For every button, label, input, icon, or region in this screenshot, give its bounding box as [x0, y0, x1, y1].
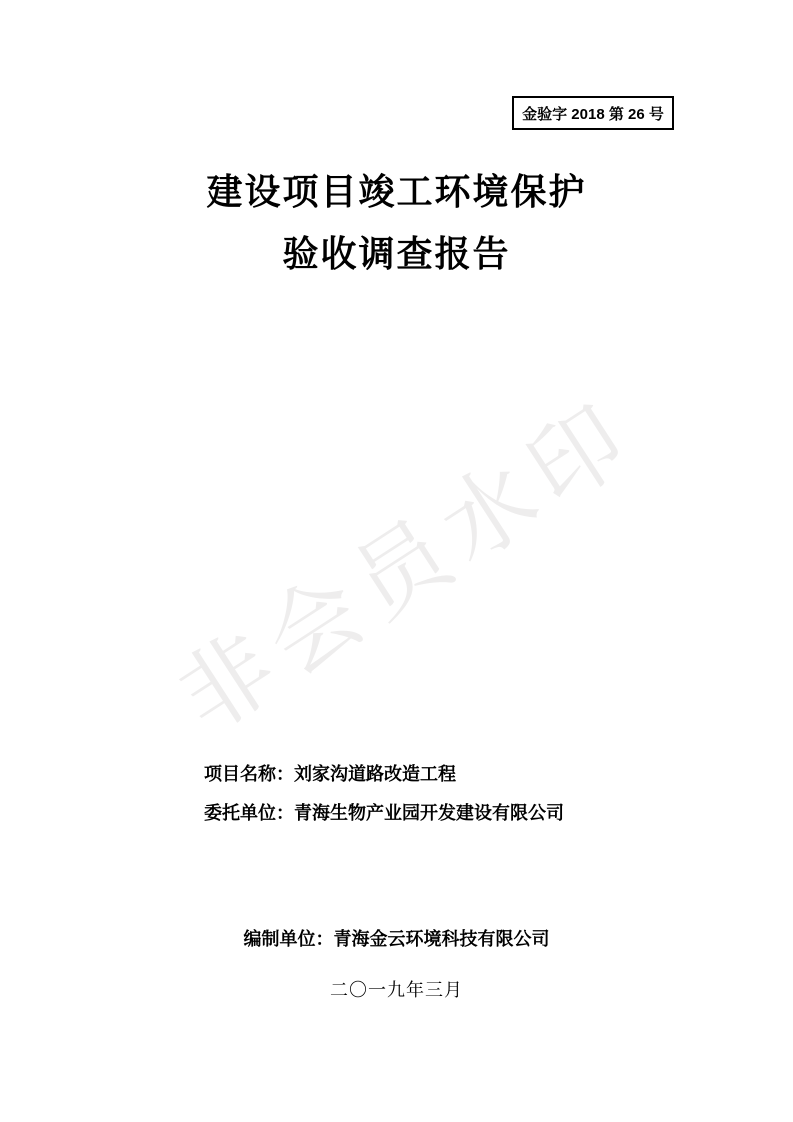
project-name-label: 项目名称： [204, 764, 294, 784]
preparer-row [0, 925, 793, 951]
client-label: 委托单位： [204, 803, 294, 823]
doc-number-box [512, 96, 674, 130]
client-row [204, 799, 564, 825]
report-title-line1: 建设项目竣工环境保护 [206, 171, 587, 212]
doc-number-text: 金验字 2018 第 26 号 [522, 105, 664, 123]
preparer-value: 青海金云环境科技有限公司 [333, 929, 550, 949]
client-value: 青海生物产业园开发建设有限公司 [294, 803, 564, 823]
report-date: 二〇一九年三月 [330, 980, 463, 1000]
preparer-label: 编制单位： [243, 929, 334, 949]
project-name-row [204, 760, 456, 786]
project-name-value: 刘家沟道路改造工程 [294, 764, 456, 784]
watermark-text: 非会员水印 [161, 382, 654, 752]
report-title-line2: 验收调查报告 [282, 233, 511, 274]
